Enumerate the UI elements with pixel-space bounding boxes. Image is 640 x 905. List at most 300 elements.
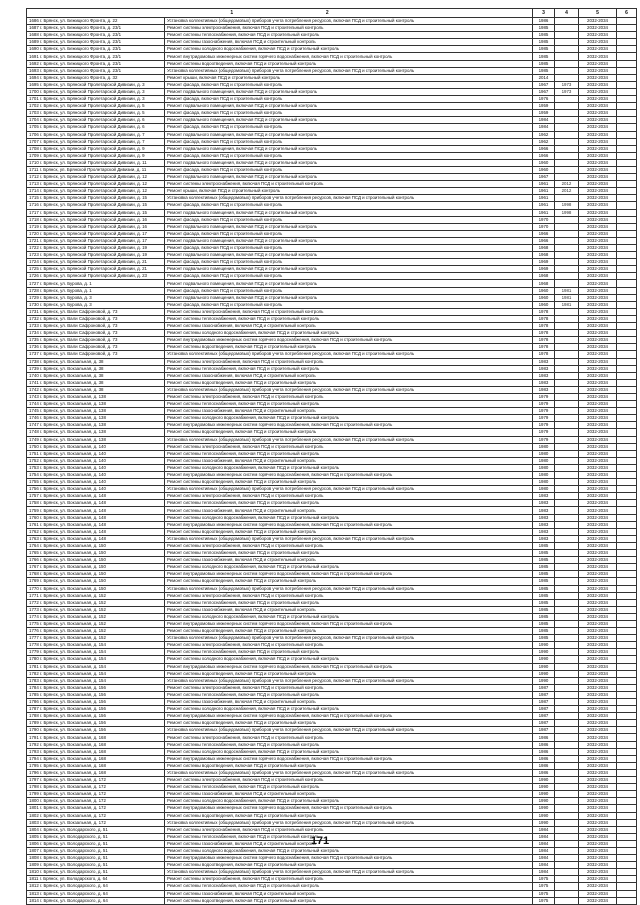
build-year-cell: 1990 — [533, 677, 555, 684]
period-cell: 2032-2034 — [579, 181, 617, 188]
period-cell: 2032-2034 — [579, 166, 617, 173]
spacer-cell — [617, 691, 637, 698]
period-cell: 2032-2034 — [579, 386, 617, 393]
table-row — [27, 514, 637, 521]
header-col-1: 1 — [230, 10, 234, 16]
period-cell: 2032-2034 — [579, 500, 617, 507]
row-number: 1748 — [29, 429, 39, 435]
row-id-address-cell — [27, 862, 165, 869]
row-number: 1729 — [29, 294, 39, 300]
row-number: 1775 — [29, 621, 39, 627]
table-row — [27, 819, 637, 826]
row-id-address-cell — [27, 166, 165, 173]
row-number: 1735 — [29, 337, 39, 343]
renovation-year-cell — [555, 514, 579, 521]
work-type-cell: Ремонт подвального помещения, включая ПСД и строительный контроль — [165, 209, 533, 216]
period-cell: 2032-2034 — [579, 88, 617, 95]
row-number: 1686 — [29, 18, 39, 24]
build-year-cell: 1970 — [533, 223, 555, 230]
table-row — [27, 323, 637, 330]
row-number: 1773 — [29, 606, 39, 612]
work-type-cell: Ремонт системы электроснабжения, включая ПСД и строительный контроль — [165, 443, 533, 450]
table-row — [27, 436, 637, 443]
row-number: 1782 — [29, 670, 39, 676]
build-year-cell: 1985 — [533, 620, 555, 627]
build-year-cell: 1968 — [533, 252, 555, 259]
row-number: 1797 — [29, 777, 39, 783]
renovation-year-cell — [555, 401, 579, 408]
table-row — [27, 493, 637, 500]
period-cell: 2032-2034 — [579, 514, 617, 521]
period-cell: 2032-2034 — [579, 46, 617, 53]
period-cell: 2032-2034 — [579, 642, 617, 649]
address-text: г. Брянск, ул. Володарского, д. 64 — [40, 897, 108, 903]
row-id-address-cell — [27, 883, 165, 890]
address-text: г. Брянск, ул. Вокзальная, д. 138 — [40, 401, 106, 407]
work-type-cell: Установка коллективных (общедомовых) приборов учета потребления ресурсов, включая ПСД и строительный контроль — [165, 727, 533, 734]
renovation-year-cell — [555, 408, 579, 415]
renovation-year-cell — [555, 620, 579, 627]
table-row — [27, 145, 637, 152]
row-id-address-cell — [27, 826, 165, 833]
period-cell: 2032-2034 — [579, 691, 617, 698]
renovation-year-cell — [555, 436, 579, 443]
renovation-year-cell — [555, 748, 579, 755]
renovation-year-cell — [555, 819, 579, 826]
build-year-cell: 1970 — [533, 216, 555, 223]
spacer-cell — [617, 514, 637, 521]
renovation-year-cell — [555, 713, 579, 720]
work-type-cell: Ремонт системы электроснабжения, включая ПСД и строительный контроль — [165, 826, 533, 833]
work-type-cell: Ремонт системы теплоснабжения, включая ПСД и строительный контроль — [165, 365, 533, 372]
build-year-cell: 1985 — [533, 25, 555, 32]
period-cell: 2032-2034 — [579, 805, 617, 812]
row-id-address-cell — [27, 691, 165, 698]
table-row — [27, 195, 637, 202]
table-row — [27, 96, 637, 103]
row-number: 1783 — [29, 677, 39, 683]
row-id-address-cell — [27, 32, 165, 39]
build-year-cell: 1987 — [533, 684, 555, 691]
row-id-address-cell — [27, 521, 165, 528]
work-type-cell: Ремонт системы водоотведения, включая ПСД и строительный контроль — [165, 762, 533, 769]
build-year-cell: 1984 — [533, 840, 555, 847]
address-text: г. Брянск, ул. Вали Сафроновой, д. 73 — [40, 323, 118, 329]
row-number: 1811 — [29, 876, 39, 882]
period-cell: 2032-2034 — [579, 883, 617, 890]
table-row — [27, 528, 637, 535]
address-text: г. Брянск, ул. Володарского, д. 51 — [40, 855, 108, 861]
row-number: 1799 — [29, 791, 39, 797]
spacer-cell — [617, 464, 637, 471]
row-id-address-cell — [27, 713, 165, 720]
table-row — [27, 315, 637, 322]
build-year-cell: 1984 — [533, 862, 555, 869]
work-type-cell: Ремонт системы теплоснабжения, включая ПСД и строительный контроль — [165, 649, 533, 656]
work-type-cell: Ремонт внутридомовых инженерных систем горячего водоснабжения, включая ПСД и строительный контроль — [165, 805, 533, 812]
table-row — [27, 131, 637, 138]
work-type-cell: Ремонт подвального помещения, включая ПСД и строительный контроль — [165, 88, 533, 95]
header-col-6: 6 — [617, 9, 637, 18]
work-type-cell: Ремонт системы электроснабжения, включая ПСД и строительный контроль — [165, 181, 533, 188]
work-type-cell: Ремонт системы водоотведения, включая ПСД и строительный контроль — [165, 528, 533, 535]
row-number: 1765 — [29, 550, 39, 556]
build-year-cell: 1984 — [533, 855, 555, 862]
address-text: г. Брянск, ул. Вали Сафроновой, д. 73 — [40, 308, 118, 314]
spacer-cell — [617, 245, 637, 252]
table-row — [27, 784, 637, 791]
address-text: г. Брянск, ул. Брянской Пролетарской Дивизии, д. 11 — [39, 167, 147, 173]
period-cell: 2032-2034 — [579, 812, 617, 819]
period-cell: 2032-2034 — [579, 472, 617, 479]
row-id-address-cell — [27, 393, 165, 400]
row-id-address-cell — [27, 557, 165, 564]
row-id-address-cell — [27, 642, 165, 649]
table-row — [27, 557, 637, 564]
table-row — [27, 379, 637, 386]
renovation-year-cell — [555, 415, 579, 422]
table-row — [27, 699, 637, 706]
build-year-cell: 1975 — [533, 897, 555, 904]
work-type-cell: Ремонт системы электроснабжения, включая ПСД и строительный контроль — [165, 734, 533, 741]
work-type-cell: Ремонт фасада, включая ПСД и строительный контроль — [165, 245, 533, 252]
row-number: 1801 — [29, 805, 39, 811]
row-id-address-cell — [27, 379, 165, 386]
row-number: 1719 — [29, 223, 39, 229]
row-id-address-cell — [27, 812, 165, 819]
build-year-cell: 1986 — [533, 755, 555, 762]
row-number: 1704 — [29, 117, 39, 123]
period-cell: 2032-2034 — [579, 401, 617, 408]
renovation-year-cell — [555, 330, 579, 337]
row-number: 1810 — [29, 869, 39, 875]
renovation-year-cell — [555, 635, 579, 642]
address-text: г. Брянск, ул. Вали Сафроновой, д. 73 — [40, 351, 118, 357]
build-year-cell: 1985 — [533, 60, 555, 67]
address-text: г. Брянск, ул. Вокзальная, д. 168 — [40, 734, 106, 740]
build-year-cell: 1990 — [533, 784, 555, 791]
spacer-cell — [617, 876, 637, 883]
table-row — [27, 897, 637, 904]
spacer-cell — [617, 287, 637, 294]
spacer-cell — [617, 223, 637, 230]
row-number: 1705 — [29, 124, 39, 130]
address-text: г. Брянск, ул. Вокзальная, д. 148 — [40, 507, 106, 513]
spacer-cell — [617, 620, 637, 627]
spacer-cell — [617, 379, 637, 386]
renovation-year-cell — [555, 60, 579, 67]
build-year-cell: 1987 — [533, 727, 555, 734]
build-year-cell: 1961 — [533, 209, 555, 216]
row-number: 1692 — [29, 60, 39, 66]
build-year-cell: 1984 — [533, 117, 555, 124]
address-text: г. Брянск, ул. Вокзальная, д. 152 — [40, 613, 106, 619]
work-type-cell: Ремонт подвального помещения, включая ПСД и строительный контроль — [165, 131, 533, 138]
spacer-cell — [617, 252, 637, 259]
renovation-year-cell — [555, 351, 579, 358]
address-text: г. Брянск, ул. Вокзальная, д. 148 — [40, 521, 106, 527]
build-year-cell: 1967 — [533, 174, 555, 181]
work-type-cell: Установка коллективных (общедомовых) приборов учета потребления ресурсов, включая ПСД и строительный контроль — [165, 18, 533, 25]
row-number: 1738 — [29, 358, 39, 364]
address-text: г. Брянск, ул. Вокзальная, д. 138 — [40, 429, 106, 435]
row-number: 1803 — [29, 819, 39, 825]
renovation-year-cell — [555, 379, 579, 386]
address-text: г. Брянск, ул. Бежицкого Фронта, д. 23/1 — [40, 32, 122, 38]
build-year-cell: 1983 — [533, 372, 555, 379]
spacer-cell — [617, 521, 637, 528]
work-type-cell: Ремонт внутридомовых инженерных систем горячего водоснабжения, включая ПСД и строительный контроль — [165, 713, 533, 720]
spacer-cell — [617, 259, 637, 266]
address-text: г. Брянск, ул. Вали Сафроновой, д. 73 — [40, 315, 118, 321]
build-year-cell: 1985 — [533, 53, 555, 60]
spacer-cell — [617, 138, 637, 145]
row-id-address-cell — [27, 301, 165, 308]
row-id-address-cell — [27, 628, 165, 635]
table-row — [27, 124, 637, 131]
renovation-year-cell: 1973 — [555, 81, 579, 88]
build-year-cell: 1979 — [533, 393, 555, 400]
spacer-cell — [617, 266, 637, 273]
table-row — [27, 237, 637, 244]
table-row — [27, 535, 637, 542]
renovation-year-cell — [555, 252, 579, 259]
row-id-address-cell — [27, 784, 165, 791]
period-cell: 2032-2034 — [579, 585, 617, 592]
table-row — [27, 408, 637, 415]
period-cell: 2032-2034 — [579, 408, 617, 415]
renovation-year-cell — [555, 46, 579, 53]
table-row — [27, 443, 637, 450]
table-row — [27, 542, 637, 549]
build-year-cell: 1979 — [533, 415, 555, 422]
renovation-year-cell: 2012 — [555, 188, 579, 195]
row-id-address-cell — [27, 507, 165, 514]
address-text: г. Брянск, ул. Брянской Пролетарской Дивизии, д. 7 — [40, 131, 145, 137]
row-id-address-cell — [27, 847, 165, 854]
address-text: г. Брянск, ул. Вокзальная, д. 148 — [40, 535, 106, 541]
work-type-cell: Ремонт подвального помещения, включая ПСД и строительный контроль — [165, 237, 533, 244]
address-text: г. Брянск, ул. Вали Сафроновой, д. 73 — [40, 344, 118, 350]
spacer-cell — [617, 351, 637, 358]
period-cell: 2032-2034 — [579, 39, 617, 46]
period-cell: 2032-2034 — [579, 869, 617, 876]
renovation-year-cell — [555, 486, 579, 493]
renovation-year-cell — [555, 237, 579, 244]
row-number: 1793 — [29, 748, 39, 754]
table-row — [27, 741, 637, 748]
renovation-year-cell — [555, 862, 579, 869]
row-number: 1752 — [29, 457, 39, 463]
spacer-cell — [617, 174, 637, 181]
spacer-cell — [617, 401, 637, 408]
renovation-year-cell — [555, 784, 579, 791]
row-id-address-cell — [27, 344, 165, 351]
row-number: 1766 — [29, 557, 39, 563]
row-number: 1701 — [29, 96, 39, 102]
spacer-cell — [617, 550, 637, 557]
row-id-address-cell — [27, 131, 165, 138]
table-row — [27, 769, 637, 776]
table-row — [27, 88, 637, 95]
work-type-cell: Ремонт системы водоотведения, включая ПСД и строительный контроль — [165, 628, 533, 635]
row-id-address-cell — [27, 252, 165, 259]
period-cell: 2032-2034 — [579, 713, 617, 720]
build-year-cell: 1983 — [533, 386, 555, 393]
work-type-cell: Ремонт системы водоотведения, включая ПСД и строительный контроль — [165, 429, 533, 436]
renovation-year-cell — [555, 677, 579, 684]
address-text: г. Брянск, ул. Вокзальная, д. 38 — [40, 365, 104, 371]
renovation-year-cell — [555, 855, 579, 862]
table-row — [27, 521, 637, 528]
spacer-cell — [617, 677, 637, 684]
row-number: 1708 — [29, 145, 39, 151]
period-cell: 2032-2034 — [579, 486, 617, 493]
table-row — [27, 32, 637, 39]
period-cell: 2032-2034 — [579, 727, 617, 734]
work-type-cell: Ремонт системы электроснабжения, включая ПСД и строительный контроль — [165, 308, 533, 315]
row-id-address-cell — [27, 436, 165, 443]
row-number: 1693 — [29, 67, 39, 73]
address-text: г. Брянск, ул. Вокзальная, д. 156 — [40, 706, 106, 712]
period-cell: 2032-2034 — [579, 564, 617, 571]
row-number: 1730 — [29, 301, 39, 307]
build-year-cell: 1985 — [533, 542, 555, 549]
table-row — [27, 599, 637, 606]
build-year-cell: 1960 — [533, 294, 555, 301]
work-type-cell: Ремонт подвального помещения, включая ПСД и строительный контроль — [165, 280, 533, 287]
period-cell: 2032-2034 — [579, 330, 617, 337]
row-number: 1715 — [29, 195, 39, 201]
period-cell: 2032-2034 — [579, 457, 617, 464]
period-cell: 2032-2034 — [579, 259, 617, 266]
renovation-year-cell — [555, 649, 579, 656]
address-text: г. Брянск, ул. Брянской Пролетарской Дивизии, д. 23 — [40, 273, 147, 279]
address-text: г. Брянск, ул. Брянской Пролетарской Дивизии, д. 16 — [40, 223, 147, 229]
spacer-cell — [617, 25, 637, 32]
work-type-cell: Ремонт фасада, включая ПСД и строительный контроль — [165, 202, 533, 209]
renovation-year-cell — [555, 443, 579, 450]
spacer-cell — [617, 606, 637, 613]
renovation-year-cell — [555, 386, 579, 393]
table-row — [27, 330, 637, 337]
period-cell: 2032-2034 — [579, 266, 617, 273]
address-text: г. Брянск, ул. Брянской Пролетарской Дивизии, д. 15 — [40, 195, 147, 201]
spacer-cell — [617, 237, 637, 244]
table-row — [27, 81, 637, 88]
renovation-year-cell — [555, 53, 579, 60]
spacer-cell — [617, 592, 637, 599]
row-id-address-cell — [27, 762, 165, 769]
renovation-year-cell — [555, 39, 579, 46]
work-type-cell: Ремонт системы газоснабжения, включая ПСД и строительный контроль — [165, 557, 533, 564]
row-number: 1690 — [29, 46, 39, 52]
build-year-cell: 1961 — [533, 195, 555, 202]
build-year-cell: 1961 — [533, 202, 555, 209]
renovation-year-cell — [555, 869, 579, 876]
work-type-cell: Ремонт внутридомовых инженерных систем горячего водоснабжения, включая ПСД и строительный контроль — [165, 855, 533, 862]
address-text: г. Брянск, ул. Брянской Пролетарской Дивизии, д. 21 — [40, 266, 147, 272]
spacer-cell — [617, 684, 637, 691]
spacer-cell — [617, 315, 637, 322]
row-number: 1813 — [29, 890, 39, 896]
row-number: 1772 — [29, 599, 39, 605]
work-type-cell: Установка коллективных (общедомовых) приборов учета потребления ресурсов, включая ПСД и строительный контроль — [165, 67, 533, 74]
address-text: г. Брянск, ул. Вокзальная, д. 168 — [40, 748, 106, 754]
row-number: 1739 — [29, 365, 39, 371]
period-cell: 2032-2034 — [579, 209, 617, 216]
work-type-cell: Ремонт системы газоснабжения, включая ПСД и строительный контроль — [165, 39, 533, 46]
address-text: г. Брянск, ул. Вокзальная, д. 154 — [40, 656, 106, 662]
row-id-address-cell — [27, 613, 165, 620]
period-cell: 2032-2034 — [579, 706, 617, 713]
renovation-year-cell — [555, 259, 579, 266]
spacer-cell — [617, 323, 637, 330]
work-type-cell: Ремонт внутридомовых инженерных систем горячего водоснабжения, включая ПСД и строительный контроль — [165, 422, 533, 429]
row-number: 1733 — [29, 323, 39, 329]
build-year-cell: 1978 — [533, 323, 555, 330]
table-row — [27, 500, 637, 507]
spacer-cell — [617, 188, 637, 195]
build-year-cell: 1980 — [533, 472, 555, 479]
row-number: 1770 — [29, 585, 39, 591]
period-cell: 2032-2034 — [579, 826, 617, 833]
build-year-cell: 1985 — [533, 599, 555, 606]
build-year-cell: 1990 — [533, 798, 555, 805]
row-id-address-cell — [27, 741, 165, 748]
build-year-cell: 1985 — [533, 39, 555, 46]
row-id-address-cell — [27, 798, 165, 805]
renovation-year-cell — [555, 521, 579, 528]
row-id-address-cell — [27, 727, 165, 734]
table-row — [27, 869, 637, 876]
table-row — [27, 273, 637, 280]
table-row — [27, 748, 637, 755]
work-type-cell: Установка коллективных (общедомовых) приборов учета потребления ресурсов, включая ПСД и строительный контроль — [165, 351, 533, 358]
period-cell: 2032-2034 — [579, 606, 617, 613]
work-type-cell: Ремонт подвального помещения, включая ПСД и строительный контроль — [165, 117, 533, 124]
row-id-address-cell — [27, 365, 165, 372]
spacer-cell — [617, 294, 637, 301]
spacer-cell — [617, 826, 637, 833]
build-year-cell: 1985 — [533, 613, 555, 620]
work-type-cell: Ремонт системы газоснабжения, включая ПСД и строительный контроль — [165, 372, 533, 379]
row-number: 1798 — [29, 784, 39, 790]
address-text: г. Брянск, ул. Брянской Пролетарской Дивизии, д. 15 — [40, 209, 147, 215]
row-id-address-cell — [27, 748, 165, 755]
work-type-cell: Ремонт системы электроснабжения, включая ПСД и строительный контроль — [165, 876, 533, 883]
table-row — [27, 855, 637, 862]
work-type-cell: Ремонт системы электроснабжения, включая ПСД и строительный контроль — [165, 25, 533, 32]
spacer-cell — [617, 798, 637, 805]
build-year-cell: 1975 — [533, 876, 555, 883]
address-text: г. Брянск, ул. Вокзальная, д. 156 — [40, 684, 106, 690]
renovation-year-cell — [555, 166, 579, 173]
address-text: г. Брянск, ул. Вокзальная, д. 140 — [40, 479, 106, 485]
period-cell: 2032-2034 — [579, 855, 617, 862]
work-type-cell: Ремонт системы водоотведения, включая ПСД и строительный контроль — [165, 379, 533, 386]
work-type-cell: Ремонт внутридомовых инженерных систем горячего водоснабжения, включая ПСД и строительный контроль — [165, 620, 533, 627]
build-year-cell: 1986 — [533, 748, 555, 755]
build-year-cell: 1986 — [533, 762, 555, 769]
table-row — [27, 117, 637, 124]
renovation-year-cell — [555, 826, 579, 833]
renovation-year-cell — [555, 32, 579, 39]
row-number: 1781 — [29, 663, 39, 669]
address-text: г. Брянск, ул. Бежицкого Фронта, д. 23/1 — [40, 25, 122, 31]
row-id-address-cell — [27, 805, 165, 812]
work-type-cell: Ремонт внутридомовых инженерных систем горячего водоснабжения, включая ПСД и строительный контроль — [165, 53, 533, 60]
